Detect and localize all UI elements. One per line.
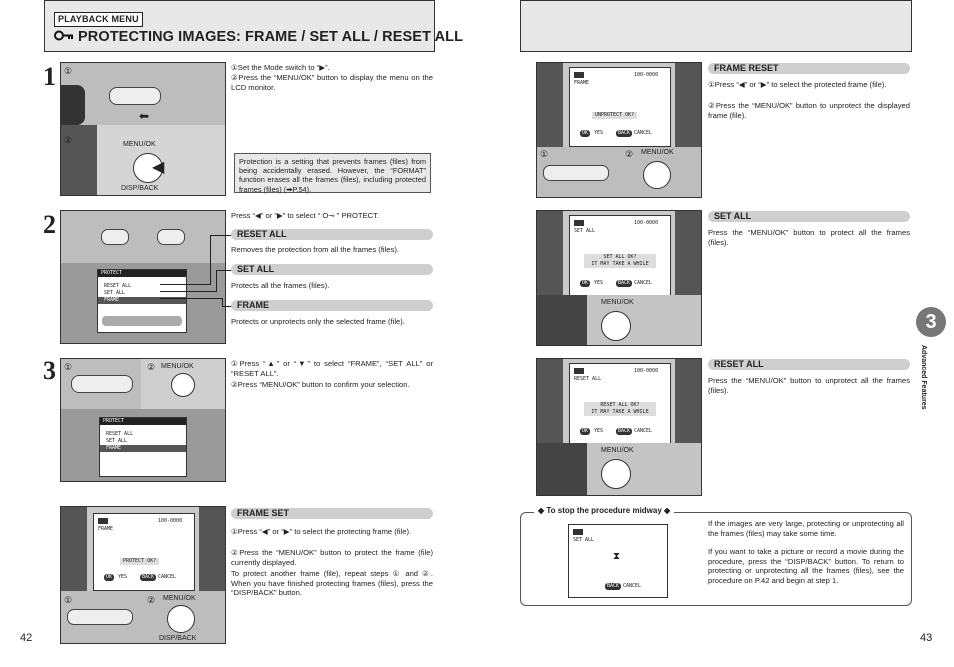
lcd-item: SET ALL: [104, 290, 126, 296]
stop-text2: If you want to take a picture or record a movie during the procedure, press the “DISP/BACK” button. To return to protecting or unprotecting all the frames (files), see the procedure on P.42 and begin at step 1.: [708, 547, 904, 585]
lcd-yes: YES: [594, 428, 604, 434]
chapter-badge: 3: [916, 307, 946, 337]
frame-set-extra: To protect another frame (file), repeat steps ① and ②. When you have finished protecting frames (files), press the “DISP/BACK” button.: [231, 569, 433, 598]
lcd-cancel: CANCEL: [158, 574, 177, 580]
step3-photo: [60, 358, 226, 482]
frame-set-item2: ②Press the “MENU/OK” button to protect the frame (file) currently displayed.: [231, 548, 433, 567]
hourglass-icon: ⧗: [613, 551, 621, 562]
menu-ok-label: MENU/OK: [123, 141, 156, 148]
lcd-ok-badge: OK: [582, 428, 589, 434]
page-title-text: PROTECTING IMAGES: FRAME / SET ALL / RESET ALL: [78, 29, 464, 45]
lcd-frame: SET ALL: [573, 537, 595, 543]
lcd-item: FRAME: [98, 297, 186, 304]
lcd-back-badge: BACK: [607, 583, 620, 589]
disp-back-label: DISP/BACK: [121, 185, 159, 192]
step-marker-1: ①: [64, 595, 73, 605]
lcd-yes: YES: [118, 574, 128, 580]
reset-all-label: RESET ALL: [231, 229, 433, 240]
section-label: PLAYBACK MENU: [54, 12, 143, 27]
key-icon: [54, 28, 74, 46]
stop-procedure-title: ◆ To stop the procedure midway ◆: [534, 506, 674, 515]
step-marker-2: ②: [147, 362, 156, 372]
lcd-frame: SET ALL: [574, 228, 596, 234]
page-number: 43: [920, 632, 933, 644]
lcd-message: IT MAY TAKE A WHILE: [591, 261, 649, 267]
frame-label: FRAME: [231, 300, 433, 311]
step1-photo: ⬅ ◀ ① ② MENU/OK DISP/BACK: [60, 62, 226, 196]
frame-reset-item2: ②Press the “MENU/OK” button to unprotect the displayed frame (file).: [708, 101, 910, 120]
lcd-counter: 100-0000: [634, 72, 659, 78]
lcd-cancel: CANCEL: [623, 583, 642, 589]
frame-set-photo: [60, 506, 226, 644]
protection-note: Protection is a setting that prevents frames (files) from being accidentally erased. However, the “FORMAT” function erases all the frames (files), including protected frames (files) (➡P.54).: [234, 153, 431, 193]
lcd-message: UNPROTECT OK?: [592, 112, 637, 119]
lcd-counter: 100-0000: [634, 368, 659, 374]
frame-reset-photo: [536, 62, 702, 198]
frame-set-item1: ①Press “◀” or “▶” to select the protecting frame (file).: [231, 527, 412, 536]
step-marker-1: ①: [540, 149, 549, 159]
lcd-item: FRAME: [100, 445, 186, 452]
lcd-frame: RESET ALL: [574, 376, 602, 382]
step-number: 2: [43, 210, 56, 239]
lcd-message: IT MAY TAKE A WHILE: [591, 409, 649, 415]
set-all-label: SET ALL: [708, 211, 910, 222]
right-header-box: [520, 0, 912, 52]
step1-item1: ①Set the Mode switch to “▶”.: [231, 63, 330, 72]
menu-ok-label: MENU/OK: [641, 149, 674, 156]
step-marker-2: ②: [147, 595, 156, 605]
frame-desc: Protects or unprotects only the selected frame (file).: [231, 317, 405, 326]
step-marker-1: ①: [64, 362, 73, 372]
step2-intro: Press “◀” or “▶” to select “ O⊸ ” PROTECT.: [231, 211, 379, 220]
stop-text1: If the images are very large, protecting or unprotecting all the frames (files) may take some time.: [708, 519, 904, 538]
lcd-ok-badge: OK: [582, 130, 589, 136]
lcd-back-badge: BACK: [142, 574, 155, 580]
lcd-yes: YES: [594, 130, 604, 136]
reset-all-photo: [536, 358, 702, 496]
set-all-photo: [536, 210, 702, 346]
step3-item2: ②Press “MENU/OK” button to confirm your selection.: [231, 380, 410, 389]
menu-ok-label: MENU/OK: [161, 363, 194, 370]
menu-ok-label: MENU/OK: [163, 595, 196, 602]
page-number: 42: [20, 632, 33, 644]
stop-lcd: [568, 524, 668, 598]
set-all-desc: Press the “MENU/OK” button to protect all the frames (files).: [708, 228, 910, 247]
reset-all-label: RESET ALL: [708, 359, 910, 370]
lcd-item: RESET ALL: [106, 431, 134, 437]
lcd-message-box: [584, 402, 656, 416]
lcd-cancel: CANCEL: [634, 280, 653, 286]
lcd-frame: FRAME: [574, 80, 590, 86]
lcd-title: PROTECT: [100, 418, 186, 425]
lcd-message-box: [584, 254, 656, 268]
step-marker-2: ②: [625, 149, 634, 159]
step-number: 1: [43, 62, 56, 91]
step-marker-1: ①: [64, 66, 73, 76]
lcd-ok-badge: OK: [582, 280, 589, 286]
frame-set-label: FRAME SET: [231, 508, 433, 519]
lcd-message: RESET ALL OK?: [600, 402, 640, 408]
chapter-sidebar-label: Advanced Features: [920, 345, 927, 410]
set-all-label: SET ALL: [231, 264, 433, 275]
lcd-counter: 100-0000: [158, 518, 183, 524]
lcd-back-badge: BACK: [618, 428, 631, 434]
lcd-message: SET ALL OK?: [603, 254, 637, 260]
reset-all-desc: Press the “MENU/OK” button to unprotect all the frames (files).: [708, 376, 910, 395]
menu-ok-label: MENU/OK: [601, 447, 634, 454]
lcd-message: PROTECT OK?: [120, 558, 159, 565]
lcd-title: PROTECT: [98, 270, 186, 277]
reset-all-desc: Removes the protection from all the frames (files).: [231, 245, 399, 254]
lcd-counter: 100-0000: [634, 220, 659, 226]
lcd-back-badge: BACK: [618, 280, 631, 286]
set-all-desc: Protects all the frames (files).: [231, 281, 330, 290]
lcd-ok-badge: OK: [106, 574, 113, 580]
disp-back-label: DISP/BACK: [159, 635, 197, 642]
lcd-back-badge: BACK: [618, 130, 631, 136]
lcd-cancel: CANCEL: [634, 130, 653, 136]
lcd-item: RESET ALL: [104, 283, 132, 289]
step3-item1: ①Press “▲” or “▼” to select “FRAME”, “SET ALL” or “RESET ALL”.: [231, 359, 433, 378]
frame-reset-item1: ①Press “◀” or “▶” to select the protected frame (file).: [708, 80, 887, 89]
frame-reset-label: FRAME RESET: [708, 63, 910, 74]
step-marker-2: ②: [64, 135, 73, 145]
lcd-frame: FRAME: [98, 526, 114, 532]
step1-item2: ②Press the “MENU/OK” button to display the menu on the LCD monitor.: [231, 73, 433, 92]
page-title: [54, 28, 463, 46]
step-number: 3: [43, 356, 56, 385]
lcd-item: SET ALL: [106, 438, 128, 444]
lcd-cancel: CANCEL: [634, 428, 653, 434]
lcd-yes: YES: [594, 280, 604, 286]
step2-photo: [60, 210, 226, 344]
menu-ok-label: MENU/OK: [601, 299, 634, 306]
